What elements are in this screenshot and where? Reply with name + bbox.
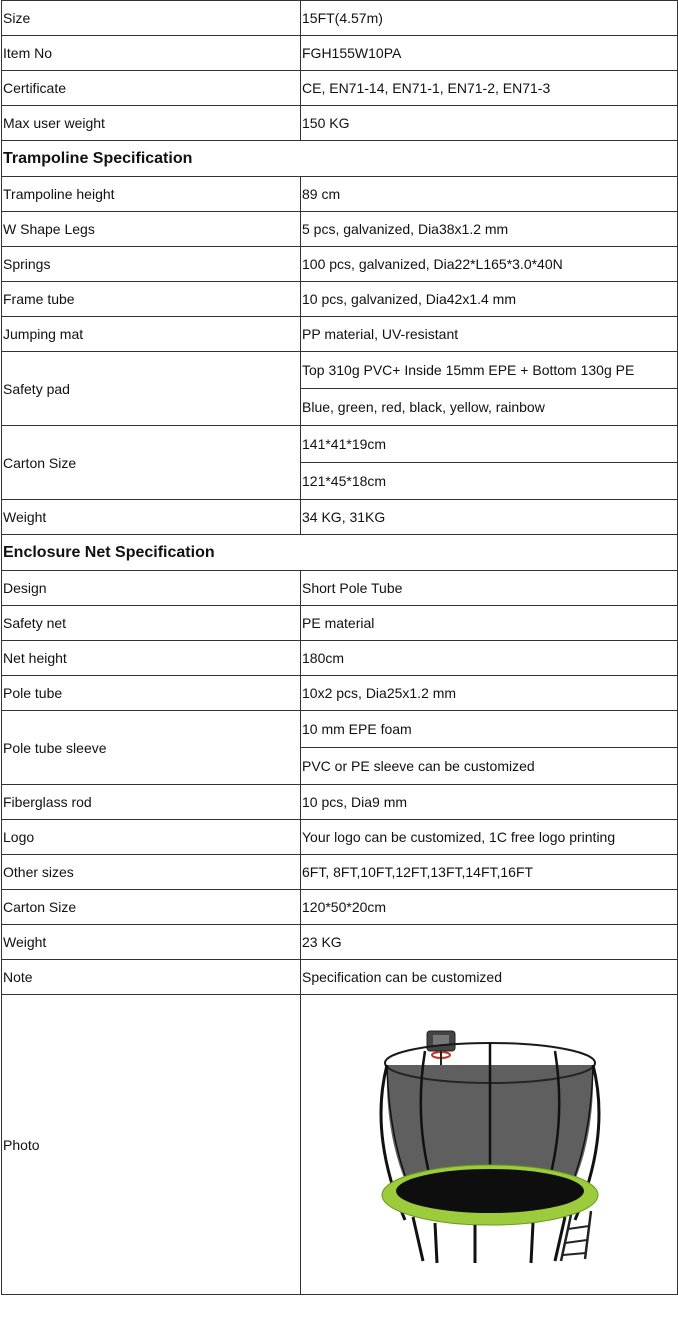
table-row <box>2 606 678 641</box>
row-value: Blue, green, red, black, yellow, rainbow <box>301 389 678 426</box>
row-label-frame-tube: Frame tube <box>2 282 301 317</box>
row-value: 6FT, 8FT,10FT,12FT,13FT,14FT,16FT <box>301 855 678 890</box>
table-row <box>2 177 678 212</box>
row-value: 10 mm EPE foam <box>301 711 678 748</box>
row-value: 100 pcs, galvanized, Dia22*L165*3.0*40N <box>301 247 678 282</box>
table-row <box>2 676 678 711</box>
row-value: 10 pcs, galvanized, Dia42x1.4 mm <box>301 282 678 317</box>
table-row <box>2 317 678 352</box>
row-value: 10 pcs, Dia9 mm <box>301 785 678 820</box>
trampoline-photo <box>365 1025 615 1265</box>
section-header-row <box>2 141 678 177</box>
table-row <box>2 960 678 995</box>
table-row <box>2 71 678 106</box>
row-value: 5 pcs, galvanized, Dia38x1.2 mm <box>301 212 678 247</box>
table-row <box>2 352 678 389</box>
row-label-size: Size <box>2 1 301 36</box>
row-value: PP material, UV-resistant <box>301 317 678 352</box>
row-label-max-user-weight: Max user weight <box>2 106 301 141</box>
row-value: 141*41*19cm <box>301 426 678 463</box>
table-row <box>2 1 678 36</box>
row-value: FGH155W10PA <box>301 36 678 71</box>
table-row-photo <box>2 995 678 1295</box>
row-label-springs: Springs <box>2 247 301 282</box>
section-header-row <box>2 535 678 571</box>
row-value: PE material <box>301 606 678 641</box>
row-value: 121*45*18cm <box>301 463 678 500</box>
specification-table-body <box>2 1 678 1295</box>
table-row <box>2 571 678 606</box>
row-value: Short Pole Tube <box>301 571 678 606</box>
row-label-pole-tube-sleeve: Pole tube sleeve <box>2 711 301 785</box>
section-title-enclosure-net-specification: Enclosure Net Specification <box>2 535 678 571</box>
row-value: 34 KG, 31KG <box>301 500 678 535</box>
table-row <box>2 820 678 855</box>
row-value: Specification can be customized <box>301 960 678 995</box>
row-label-logo: Logo <box>2 820 301 855</box>
row-label-certificate: Certificate <box>2 71 301 106</box>
row-value: 10x2 pcs, Dia25x1.2 mm <box>301 676 678 711</box>
row-value: PVC or PE sleeve can be customized <box>301 748 678 785</box>
table-row <box>2 282 678 317</box>
table-row <box>2 641 678 676</box>
specification-table <box>1 0 678 1295</box>
row-label-pole-tube: Pole tube <box>2 676 301 711</box>
row-label-note: Note <box>2 960 301 995</box>
table-row <box>2 247 678 282</box>
row-value: 23 KG <box>301 925 678 960</box>
row-value: CE, EN71-14, EN71-1, EN71-2, EN71-3 <box>301 71 678 106</box>
row-value: 180cm <box>301 641 678 676</box>
row-label-weight: Weight <box>2 500 301 535</box>
row-label-carton-size: Carton Size <box>2 890 301 925</box>
row-label-safety-pad: Safety pad <box>2 352 301 426</box>
row-label-safety-net: Safety net <box>2 606 301 641</box>
row-label-item-no: Item No <box>2 36 301 71</box>
table-row <box>2 500 678 535</box>
row-label-fiberglass-rod: Fiberglass rod <box>2 785 301 820</box>
row-label: Photo <box>2 995 301 1295</box>
row-label-trampoline-height: Trampoline height <box>2 177 301 212</box>
row-label-net-height: Net height <box>2 641 301 676</box>
row-value: 120*50*20cm <box>301 890 678 925</box>
section-title-trampoline-specification: Trampoline Specification <box>2 141 678 177</box>
table-row <box>2 426 678 463</box>
row-label-weight: Weight <box>2 925 301 960</box>
row-value: 15FT(4.57m) <box>301 1 678 36</box>
row-label-design: Design <box>2 571 301 606</box>
photo-cell <box>301 995 678 1295</box>
table-row <box>2 855 678 890</box>
row-label-other-sizes: Other sizes <box>2 855 301 890</box>
table-row <box>2 925 678 960</box>
basketball-hoop-icon <box>427 1031 455 1065</box>
table-row <box>2 711 678 748</box>
row-label-jumping-mat: Jumping mat <box>2 317 301 352</box>
row-value: Top 310g PVC+ Inside 15mm EPE + Bottom 130g PE <box>301 352 678 389</box>
table-row <box>2 890 678 925</box>
table-row <box>2 106 678 141</box>
row-label-w-shape-legs: W Shape Legs <box>2 212 301 247</box>
table-row <box>2 36 678 71</box>
row-value: 150 KG <box>301 106 678 141</box>
row-value: Your logo can be customized, 1C free logo printing <box>301 820 678 855</box>
row-label-carton-size: Carton Size <box>2 426 301 500</box>
table-row <box>2 785 678 820</box>
row-value: 89 cm <box>301 177 678 212</box>
table-row <box>2 212 678 247</box>
